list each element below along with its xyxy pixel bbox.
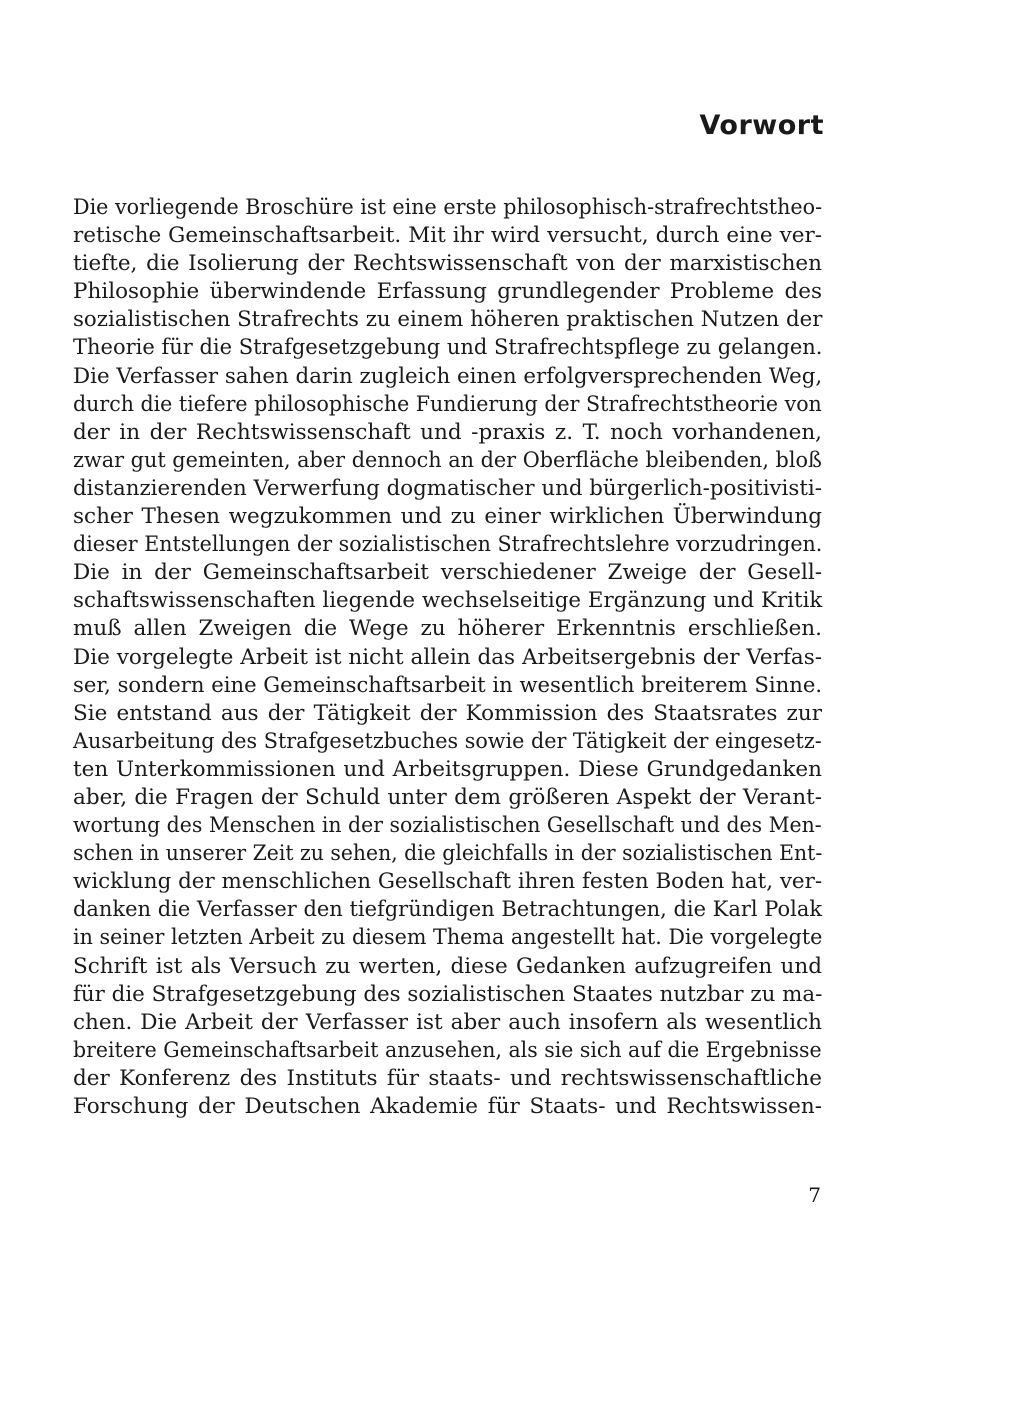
page-number: 7 [808,1183,821,1207]
page-heading: Vorwort [699,110,824,141]
text-line: danken die Verfasser den tiefgründigen Betrachtungen, die Karl Polak [73,897,823,923]
text-line: Philosophie überwindende Erfassung grundlegender Probleme des [73,279,822,305]
text-line: breitere Gemeinschaftsarbeit anzusehen, als sie sich auf die Ergebnisse [73,1037,822,1063]
text-line: wortung des Menschen in der sozialistischen Gesellschaft und des Men- [73,813,822,839]
text-line: für die Strafgesetzgebung des sozialistischen Staates nutzbar zu ma- [73,981,823,1007]
text-line: dieser Entstellungen der sozialistischen Strafrechtslehre vorzudringen. [73,532,823,558]
body-paragraphs [73,194,822,1121]
text-line: der Konferenz des Instituts für staats- und rechtswissenschaftliche [73,1065,822,1091]
text-line: Die Verfasser sahen darin zugleich einen erfolgversprechenden Weg, [73,363,823,389]
text-line: in seiner letzten Arbeit zu diesem Thema angestellt hat. Die vorgelegte [73,925,823,951]
text-line: retische Gemeinschaftsarbeit. Mit ihr wird versucht, durch eine ver- [73,223,822,249]
text-line: Die vorliegende Broschüre ist eine erste philosophisch-strafrechtstheo- [73,195,823,220]
text-line: zwar gut gemeinten, aber dennoch an der Oberfläche bleibenden, bloß [73,447,822,473]
text-line: der in der Rechtswissenschaft und -praxis z. T. noch vorhandenen, [73,419,822,445]
text-line: Schrift ist als Versuch zu werten, diese Gedanken aufzugreifen und [73,953,822,979]
text-line: scher Thesen wegzukommen und zu einer wirklichen Überwindung [73,504,822,530]
text-line: Ausarbeitung des Strafgesetzbuches sowie der Tätigkeit der eingesetz- [73,728,822,754]
text-line: wicklung der menschlichen Gesellschaft ihren festen Boden hat, ver- [73,869,823,895]
text-line: sozialistischen Strafrechts zu einem höheren praktischen Nutzen der [73,307,823,333]
text-line: Die vorgelegte Arbeit ist nicht allein das Arbeitsergebnis der Verfas- [73,644,822,670]
text-line: tiefte, die Isolierung der Rechtswissenschaft von der marxistischen [73,251,822,277]
text-line: durch die tiefere philosophische Fundierung der Strafrechtstheorie von [73,391,822,417]
text-line: Sie entstand aus der Tätigkeit der Kommission des Staatsrates zur [73,700,822,726]
text-line: distanzierenden Verwerfung dogmatischer und bürgerlich-positivisti- [73,475,822,501]
text-line: schen in unserer Zeit zu sehen, die gleichfalls in der sozialistischen Ent- [73,841,823,867]
text-line: Forschung der Deutschen Akademie für Staats- und Rechtswissen- [73,1094,822,1119]
text-line: muß allen Zweigen die Wege zu höherer Erkenntnis erschließen. [73,616,822,642]
text-line: chen. Die Arbeit der Verfasser ist aber auch insofern als wesentlich [73,1009,822,1035]
text-line: schaftswissenschaften liegende wechselseitige Ergänzung und Kritik [73,588,823,614]
text-line: Die in der Gemeinschaftsarbeit verschiedener Zweige der Gesell- [73,560,822,586]
text-line: Theorie für die Strafgesetzgebung und Strafrechtspflege zu gelangen. [73,335,823,361]
text-line: aber, die Fragen der Schuld unter dem größeren Aspekt der Verant- [73,784,822,810]
text-line: ser, sondern eine Gemeinschaftsarbeit in wesentlich breiterem Sinne. [73,672,823,698]
text-line: ten Unterkommissionen und Arbeitsgruppen. Diese Grundgedanken [73,756,822,782]
